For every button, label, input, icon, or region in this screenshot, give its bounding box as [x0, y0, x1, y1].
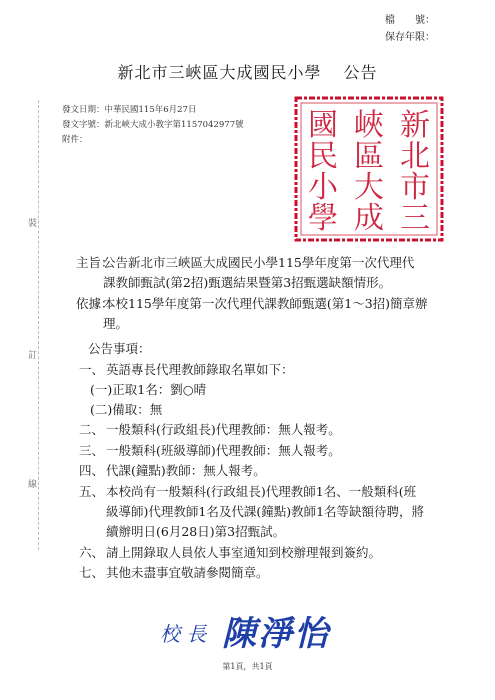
- sub-item-waitlist: (二)備取：無: [90, 402, 163, 417]
- reference-number: [62, 118, 244, 132]
- subject-line: 課教師甄試(第2招)甄選結果暨第3招甄選缺額情形。: [103, 275, 392, 290]
- item-text: [106, 482, 464, 542]
- seal-character: 市: [400, 170, 430, 205]
- item-line: 本校尚有一般類科(行政組長)代理教師1名、一般類科(班: [106, 484, 417, 499]
- item-text: [106, 543, 464, 563]
- item-line: 續辦明日(6月28日)第3招甄試。: [106, 524, 286, 539]
- issue-date-label: 發文日期：: [62, 105, 105, 115]
- item-text: [106, 420, 464, 440]
- seal-character: 民: [308, 139, 338, 174]
- seal-character: 大: [354, 170, 384, 205]
- file-number-label: [385, 14, 435, 28]
- basis-label: 依據：: [76, 296, 114, 311]
- item-number: 一、: [78, 362, 104, 377]
- item-line: 級導師)代理教師1名及代課(鐘點)教師1名等缺額待聘，將: [106, 504, 425, 519]
- item-number: 七、: [78, 565, 104, 580]
- seal-character: 北: [400, 139, 430, 174]
- notice-heading: 公告事項：: [88, 341, 151, 356]
- side-mark-staple: 訂: [28, 351, 38, 361]
- sub-item-admitted: (一)正取1名：劉○晴: [90, 382, 207, 397]
- basis-text: [103, 294, 458, 334]
- subject-label: 主旨：: [76, 255, 114, 270]
- file-number-row: 檔 號：: [385, 15, 435, 26]
- basis-line: 本校115學年度第一次代理代課教師甄選(第1～3招)簡章辦: [103, 296, 428, 311]
- retention-row: 保存年限：: [385, 32, 435, 43]
- seal-character: 峽: [354, 108, 384, 143]
- item-line: 一般類科(行政組長)代理教師：無人報考。: [106, 422, 341, 437]
- item-text: [106, 441, 464, 461]
- seal-character: 三: [400, 201, 430, 236]
- official-seal-stamp: [293, 95, 445, 243]
- attachment-label: 附件：: [62, 135, 88, 145]
- seal-character: 小: [308, 170, 338, 205]
- subject-line: 公告新北市三峽區大成國民小學115學年度第一次代理代: [103, 255, 415, 270]
- page-footer: 第1頁，共1頁: [222, 662, 273, 671]
- org-name: 新北市三峽區大成國民小學: [117, 63, 322, 82]
- retention-label: [385, 31, 435, 45]
- item-line: 其他未盡事宜敬請參閱簡章。: [106, 565, 269, 580]
- seal-character: 成: [354, 201, 384, 236]
- item-number: 六、: [78, 545, 104, 560]
- side-mark-line: 線: [28, 480, 38, 490]
- seal-character: 國: [308, 108, 338, 143]
- page-title: [0, 60, 495, 83]
- item-number: 三、: [78, 443, 104, 458]
- side-mark-bind: 裝: [28, 219, 38, 229]
- item-line: 請上開錄取人員依人事室通知到校辦理報到簽約。: [106, 545, 382, 560]
- doc-type: 公告: [343, 63, 378, 82]
- item-line: 代課(鐘點)教師：無人報考。: [106, 463, 266, 478]
- principal-signature: [150, 605, 370, 655]
- binding-line: [38, 100, 39, 550]
- issue-date: [62, 103, 196, 117]
- subject-text: [103, 253, 458, 293]
- item-text: [106, 563, 464, 583]
- svg-text:校 長: 校 長: [160, 622, 207, 646]
- seal-character: 學: [308, 201, 338, 236]
- item-text: [106, 360, 464, 380]
- item-number: 二、: [78, 422, 104, 437]
- item-line: 英語專長代理教師錄取名單如下：: [106, 362, 294, 377]
- item-number: 五、: [78, 484, 104, 499]
- reference-label: 發文字號：: [62, 120, 105, 130]
- item-line: 一般類科(班級導師)代理教師：無人報考。: [106, 443, 341, 458]
- issue-date-value: 中華民國115年6月27日: [104, 105, 197, 115]
- svg-text:陳淨怡: 陳淨怡: [222, 614, 330, 654]
- item-text: [106, 461, 464, 481]
- item-number: 四、: [78, 463, 104, 478]
- attachment: [62, 133, 88, 147]
- reference-value: 新北峽大成小教字第1157042977號: [104, 120, 244, 130]
- seal-character: 新: [400, 108, 430, 143]
- basis-line: 理。: [103, 316, 129, 331]
- seal-character: 區: [354, 139, 384, 174]
